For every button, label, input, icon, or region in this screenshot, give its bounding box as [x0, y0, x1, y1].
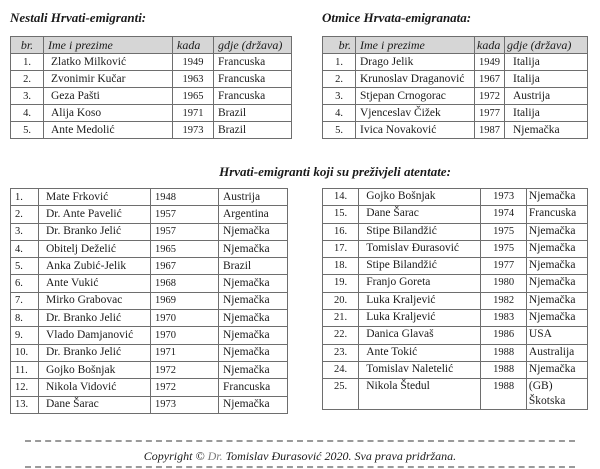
- row-name: Zvonimir Kučar: [44, 71, 173, 88]
- row-country: Njemačka: [526, 310, 587, 327]
- row-number: 4.: [323, 105, 356, 122]
- row-country: Njemačka: [219, 361, 288, 378]
- row-country: Njemačka: [526, 258, 587, 275]
- table-row: [11, 122, 292, 139]
- row-number: 15.: [323, 206, 359, 223]
- row-country: Njemačka: [526, 361, 587, 378]
- copyright-author: Tomislav Đurasović 2020.: [225, 449, 352, 463]
- row-number: 3.: [11, 88, 44, 105]
- table-row: [11, 223, 288, 240]
- row-number: 8.: [11, 310, 39, 327]
- row-country: (GB) Škotska: [526, 379, 587, 410]
- table-header-row: [323, 37, 588, 54]
- row-name: Ivica Novaković: [356, 122, 475, 139]
- header-country: gdje (država): [505, 37, 588, 54]
- row-number: 13.: [11, 396, 39, 413]
- row-country: Njemačka: [219, 275, 288, 292]
- row-number: 17.: [323, 240, 359, 257]
- row-name: Zlatko Milković: [44, 54, 173, 71]
- row-number: 21.: [323, 310, 359, 327]
- row-country: Brazil: [214, 122, 292, 139]
- row-name: Stipe Bilandžić: [359, 223, 481, 240]
- row-number: 25.: [323, 379, 359, 410]
- survivors-left-rows: [11, 189, 288, 414]
- row-year: 1965: [173, 88, 214, 105]
- row-year: 1973: [173, 122, 214, 139]
- table-row: [323, 361, 588, 378]
- table-row: [323, 122, 588, 139]
- table-row: [11, 379, 288, 396]
- header-no: br.: [323, 37, 356, 54]
- row-name: Tomislav Naletelić: [359, 361, 481, 378]
- row-country: Australija: [526, 344, 587, 361]
- row-name: Luka Kraljević: [359, 310, 481, 327]
- footer-copyright: [0, 449, 600, 464]
- row-name: Dane Šarac: [359, 206, 481, 223]
- table-row: [11, 344, 288, 361]
- row-number: 5.: [323, 122, 356, 139]
- row-number: 1.: [11, 189, 39, 206]
- row-year: 1970: [151, 327, 219, 344]
- row-year: 1974: [481, 206, 527, 223]
- row-year: 1972: [151, 361, 219, 378]
- row-name: Alija Koso: [44, 105, 173, 122]
- row-number: 7.: [11, 292, 39, 309]
- row-country: Italija: [505, 105, 588, 122]
- header-name: Ime i prezime: [356, 37, 475, 54]
- row-name: Danica Glavaš: [359, 327, 481, 344]
- row-year: 1975: [481, 240, 527, 257]
- row-country: Francuska: [214, 71, 292, 88]
- row-number: 20.: [323, 292, 359, 309]
- row-year: 1972: [151, 379, 219, 396]
- row-country: Njemačka: [219, 310, 288, 327]
- row-number: 3.: [11, 223, 39, 240]
- row-number: 23.: [323, 344, 359, 361]
- row-name: Franjo Goreta: [359, 275, 481, 292]
- table-header-row: [11, 37, 292, 54]
- row-number: 24.: [323, 361, 359, 378]
- row-name: Dr. Branko Jelić: [39, 310, 151, 327]
- survivors-table-left: [10, 188, 288, 414]
- copyright-dr: Dr.: [207, 449, 223, 463]
- table-row: [11, 327, 288, 344]
- row-country: Francuska: [526, 206, 587, 223]
- row-number: 22.: [323, 327, 359, 344]
- row-year: 1988: [481, 361, 527, 378]
- row-number: 4.: [11, 240, 39, 257]
- row-country: Njemačka: [526, 292, 587, 309]
- row-country: Njemačka: [505, 122, 588, 139]
- row-name: Mate Frković: [39, 189, 151, 206]
- row-number: 10.: [11, 344, 39, 361]
- table-row: [11, 258, 288, 275]
- row-name: Ante Medolić: [44, 122, 173, 139]
- row-name: Mirko Grabovac: [39, 292, 151, 309]
- row-country: Njemačka: [219, 240, 288, 257]
- row-year: 1968: [151, 275, 219, 292]
- row-year: 1971: [173, 105, 214, 122]
- row-year: 1977: [481, 258, 527, 275]
- row-year: 1963: [173, 71, 214, 88]
- header-name: Ime i prezime: [44, 37, 173, 54]
- row-number: 5.: [11, 258, 39, 275]
- row-number: 2.: [323, 71, 356, 88]
- table-row: [11, 396, 288, 413]
- row-name: Gojko Bošnjak: [39, 361, 151, 378]
- table-row: [11, 240, 288, 257]
- table-row: [323, 344, 588, 361]
- row-year: 1949: [173, 54, 214, 71]
- row-name: Ante Vukić: [39, 275, 151, 292]
- row-number: 18.: [323, 258, 359, 275]
- survivors-table-right: [322, 188, 588, 410]
- header-country: gdje (država): [214, 37, 292, 54]
- footer-divider-top: [25, 440, 575, 442]
- row-number: 6.: [11, 275, 39, 292]
- row-number: 2.: [11, 206, 39, 223]
- row-name: Vlado Damjanović: [39, 327, 151, 344]
- row-year: 1967: [475, 71, 505, 88]
- row-country: Italija: [505, 71, 588, 88]
- row-number: 16.: [323, 223, 359, 240]
- row-year: 1986: [481, 327, 527, 344]
- kidnapped-rows: [323, 54, 588, 139]
- row-year: 1973: [481, 189, 527, 206]
- missing-title: Nestali Hrvati-emigranti:: [10, 10, 147, 25]
- table-row: [323, 105, 588, 122]
- table-row: [11, 275, 288, 292]
- table-row: [11, 292, 288, 309]
- row-name: Geza Pašti: [44, 88, 173, 105]
- table-row: [11, 189, 288, 206]
- row-name: Vjenceslav Čižek: [356, 105, 475, 122]
- row-year: 1965: [151, 240, 219, 257]
- row-number: 9.: [11, 327, 39, 344]
- missing-table: [10, 36, 292, 139]
- row-number: 12.: [11, 379, 39, 396]
- table-row: [11, 105, 292, 122]
- row-name: Anka Zubić-Jelik: [39, 258, 151, 275]
- table-row: [11, 88, 292, 105]
- row-year: 1983: [481, 310, 527, 327]
- table-row: [323, 71, 588, 88]
- row-year: 1970: [151, 310, 219, 327]
- row-year: 1969: [151, 292, 219, 309]
- row-year: 1972: [475, 88, 505, 105]
- row-country: Austrija: [505, 88, 588, 105]
- footer-divider-bottom: [25, 466, 575, 468]
- header-year: kada: [475, 37, 505, 54]
- table-row: [11, 71, 292, 88]
- table-row: [11, 361, 288, 378]
- row-country: Njemačka: [219, 292, 288, 309]
- row-name: Dr. Ante Pavelić: [39, 206, 151, 223]
- kidnapped-table: [322, 36, 588, 139]
- row-year: 1982: [481, 292, 527, 309]
- row-name: Obitelj Deželić: [39, 240, 151, 257]
- row-name: Ante Tokić: [359, 344, 481, 361]
- row-number: 14.: [323, 189, 359, 206]
- row-number: 2.: [11, 71, 44, 88]
- row-name: Dr. Branko Jelić: [39, 223, 151, 240]
- copyright-label: Copyright ©: [143, 449, 205, 463]
- row-year: 1971: [151, 344, 219, 361]
- row-name: Tomislav Đurasović: [359, 240, 481, 257]
- row-year: 1977: [475, 105, 505, 122]
- row-year: 1988: [481, 344, 527, 361]
- missing-rows: [11, 54, 292, 139]
- table-row: [11, 54, 292, 71]
- header-year: kada: [173, 37, 214, 54]
- row-year: 1957: [151, 206, 219, 223]
- table-row: [323, 54, 588, 71]
- table-row: [323, 327, 588, 344]
- row-name: Gojko Bošnjak: [359, 189, 481, 206]
- row-country: Brazil: [214, 105, 292, 122]
- table-row: [323, 379, 588, 410]
- table-row: [11, 206, 288, 223]
- row-year: 1987: [475, 122, 505, 139]
- row-name: Dr. Branko Jelić: [39, 344, 151, 361]
- table-row: [323, 275, 588, 292]
- row-number: 3.: [323, 88, 356, 105]
- row-number: 1.: [323, 54, 356, 71]
- row-country: Francuska: [214, 88, 292, 105]
- row-year: 1967: [151, 258, 219, 275]
- row-name: Stipe Bilandžić: [359, 258, 481, 275]
- row-year: 1980: [481, 275, 527, 292]
- table-row: [323, 189, 588, 206]
- table-row: [323, 258, 588, 275]
- table-row: [323, 88, 588, 105]
- header-no: br.: [11, 37, 44, 54]
- row-year: 1948: [151, 189, 219, 206]
- row-name: Krunoslav Draganović: [356, 71, 475, 88]
- row-country: Brazil: [219, 258, 288, 275]
- row-country: Njemačka: [219, 396, 288, 413]
- table-row: [323, 292, 588, 309]
- row-country: Njemačka: [526, 223, 587, 240]
- row-number: 1.: [11, 54, 44, 71]
- table-row: [323, 310, 588, 327]
- row-country: USA: [526, 327, 587, 344]
- row-country: Francuska: [219, 379, 288, 396]
- row-year: 1957: [151, 223, 219, 240]
- row-name: Luka Kraljević: [359, 292, 481, 309]
- row-country: Njemačka: [526, 240, 587, 257]
- row-country: Argentina: [219, 206, 288, 223]
- row-country: Njemačka: [219, 223, 288, 240]
- row-name: Drago Jelik: [356, 54, 475, 71]
- row-name: Nikola Vidović: [39, 379, 151, 396]
- copyright-rights: Sva prava pridržana.: [354, 449, 457, 463]
- row-country: Francuska: [214, 54, 292, 71]
- row-year: 1975: [481, 223, 527, 240]
- row-country: Austrija: [219, 189, 288, 206]
- row-country: Njemačka: [219, 344, 288, 361]
- row-number: 4.: [11, 105, 44, 122]
- row-country: Njemačka: [526, 275, 587, 292]
- survivors-right-rows: [323, 189, 588, 410]
- table-row: [323, 223, 588, 240]
- row-number: 11.: [11, 361, 39, 378]
- row-country: Njemačka: [219, 327, 288, 344]
- table-row: [323, 206, 588, 223]
- row-name: Stjepan Crnogorac: [356, 88, 475, 105]
- table-row: [323, 240, 588, 257]
- row-name: Dane Šarac: [39, 396, 151, 413]
- row-year: 1973: [151, 396, 219, 413]
- row-year: 1988: [481, 379, 527, 410]
- row-name: Nikola Štedul: [359, 379, 481, 410]
- row-country: Italija: [505, 54, 588, 71]
- row-year: 1949: [475, 54, 505, 71]
- survivors-title: Hrvati-emigranti koji su preživjeli atentate:: [219, 164, 451, 179]
- kidnapped-title: Otmice Hrvata-emigranata:: [322, 10, 472, 25]
- row-country: Njemačka: [526, 189, 587, 206]
- table-row: [11, 310, 288, 327]
- row-number: 5.: [11, 122, 44, 139]
- row-number: 19.: [323, 275, 359, 292]
